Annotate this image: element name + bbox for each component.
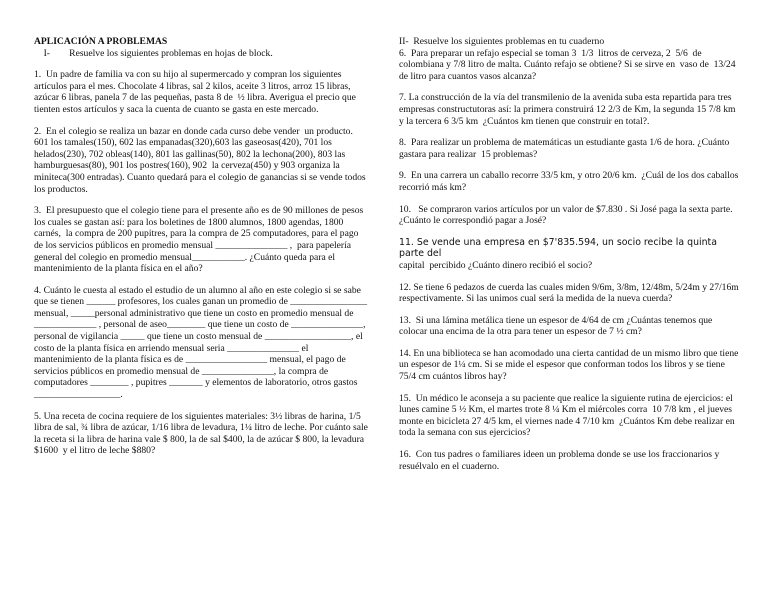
right-column: [399, 36, 742, 482]
section-i-instruction: I- Resuelve los siguientes problemas en hojas de block.: [34, 47, 273, 59]
left-column: [34, 36, 371, 467]
section-ii-instruction: II- Resuelve los siguientes problemas en tu cuaderno: [399, 36, 605, 47]
problem-8: 8. Para realizar un problema de matemáticas un estudiante gasta 1/6 de hora. ¿Cuánto gastara para realizar 15 problemas?: [399, 137, 732, 160]
problem-15: 15. Un médico le aconseja a su paciente que realice la siguiente rutina de ejercicios: el lunes camine 5 ½ Km, el martes trote 8 ¼ Km el miércoles corra 10 7/8 km , el jueves monte en bicicleta 27 4/5 km, el viernes nade 4 7/10 km ¿Cuántos Km debe realizar en toda la semana con sus ejercicios?: [399, 392, 738, 439]
problem-6: 6. Para preparar un refajo especial se toman 3 1/3 litros de cerveza, 2 5/6 de colombiana y 7/8 litro de malta. Cuánto refajo se obtiene? Si se sirve en vaso de 13/24 de litro para cuantos vasos alcanza?: [399, 47, 738, 82]
problem-11-line-2: capital percibido ¿Cuánto dinero recibió el socio?: [399, 259, 593, 271]
problem-1: 1. Un padre de familia va con su hijo al supermercado y compran los siguientes artículos para el mes. Chocolate 4 libras, sal 2 kilos, aceite 3 litros, arroz 15 libras, azúcar 6 libras, panela 7 de las pequeñas, pasta 8 de ½ libra. Averigua el precio que tienten estos artículos y saca la cuenta de cuanto se gasta en este mercado.: [34, 69, 359, 115]
page-title: APLICACIÓN A PROBLEMAS: [34, 36, 168, 47]
problem-11-line-1: [399, 237, 739, 260]
problem-2: 2. En el colegio se realiza un bazar en donde cada curso debe vender un producto. 601 los tamales(150), 602 las empanadas(320),603 las gaseosas(420), 701 los helados(230), 702 obleas(140), 801 las gallinas(50), 802 la lechona(200), 803 las hamburguesas(80), 901 los postres(160), 902 la cerveza(450) y 903 organiza la miniteca(300 entradas). Cuanto quedará para el colegio de ganancias si se vende todos los productos.: [34, 125, 366, 195]
problem-3: 3. El presupuesto que el colegio tiene para el presente año es de 90 millones de pesos los cuales se gastan así: para los boletines de 1800 alumnos, 1800 agendas, 1800 carnés, la compra de 200 pupitres, para la compra de 25 computadores, para el pago de los servicios públicos en promedio mensual _______________ , para papelería general del colegio en promedio mensual___________. ¿Cuánto queda para el mantenimiento de la planta física en el año?: [34, 205, 369, 275]
problem-5: 5. Una receta de cocina requiere de los siguientes materiales: 3½ libras de harina, 1/5 libra de sal, ¾ libra de azúcar, 1/16 libra de levadura, 1¼ litro de leche. Por cuánto sale la receta si la libra de harina vale $ 800, la de sal $400, la de azúcar $ 800, la levadura $1600 y el litro de leche $880?: [34, 410, 371, 457]
problem-4: 4. Cuánto le cuesta al estado el estudio de un alumno al año en este colegio si se sabe que se tienen ______ profesores, los cuales ganan un promedio de ________________ mensual, _____personal administrativo que tiene un costo en promedio mensual de _____________ , personal de aseo________ que tiene un costo de _______________, personal de vigilancia _____ que tiene un costo mensual de __________________, el costo de la planta física en arriendo mensual seria _______________ el mantenimiento de la planta física es de _________________ mensual, el pago de servicios públicos en promedio mensual de _______________, la compra de computadores ________ , pupitres _______ y elementos de laboratorio, otros gastos __________________.: [34, 284, 370, 401]
problem-10: 10. Se compraron varios artículos por un valor de $7.830 . Si José paga la sexta parte. ¿Cuánto le correspondió pagar a José?: [399, 203, 735, 227]
problem-9: 9. En una carrera un caballo recorre 33/5 km, y otro 20/6 km. ¿Cuál de los dos caballos recorrió más km?: [399, 170, 741, 193]
problem-12: 12. Se tiene 6 pedazos de cuerda las cuales miden 9/6m, 3/8m, 12/48m, 5/24m y 27/16m respectivamente. Si las unimos cual será la medida de la nueva cuerda?: [399, 281, 742, 305]
problem-16: 16. Con tus padres o familiares ideen un problema donde se use los fraccionarios y resuélvalo en el cuaderno.: [399, 449, 722, 472]
problem-14: 14. En una biblioteca se han acomodado una cierta cantidad de un mismo libro que tiene un espesor de 1¼ cm. Si se mide el espesor que conforman todos los libros y se tiene 75/4 cm cuántos libros hay?: [399, 347, 741, 383]
problem-7: 7. La construcción de la vía del transmilenio de la avenida suba esta repartida para tres empresas constructutoras así: la primera construirá 12 2/3 de Km, la segunda 15 7/8 km y la tercera 6 3/5 km ¿Cuántos km tienen que construir en total?.: [399, 92, 738, 127]
problem-13: 13. Si una lámina metálica tiene un espesor de 4/64 de cm ¿Cuántas tenemos que colocar una encima de la otra para tener un espesor de 7 ½ cm?: [399, 314, 715, 338]
problem-11-first-line: 11. Se vende una empresa en $7'835.594, un socio recibe la quinta parte del: [399, 236, 720, 260]
